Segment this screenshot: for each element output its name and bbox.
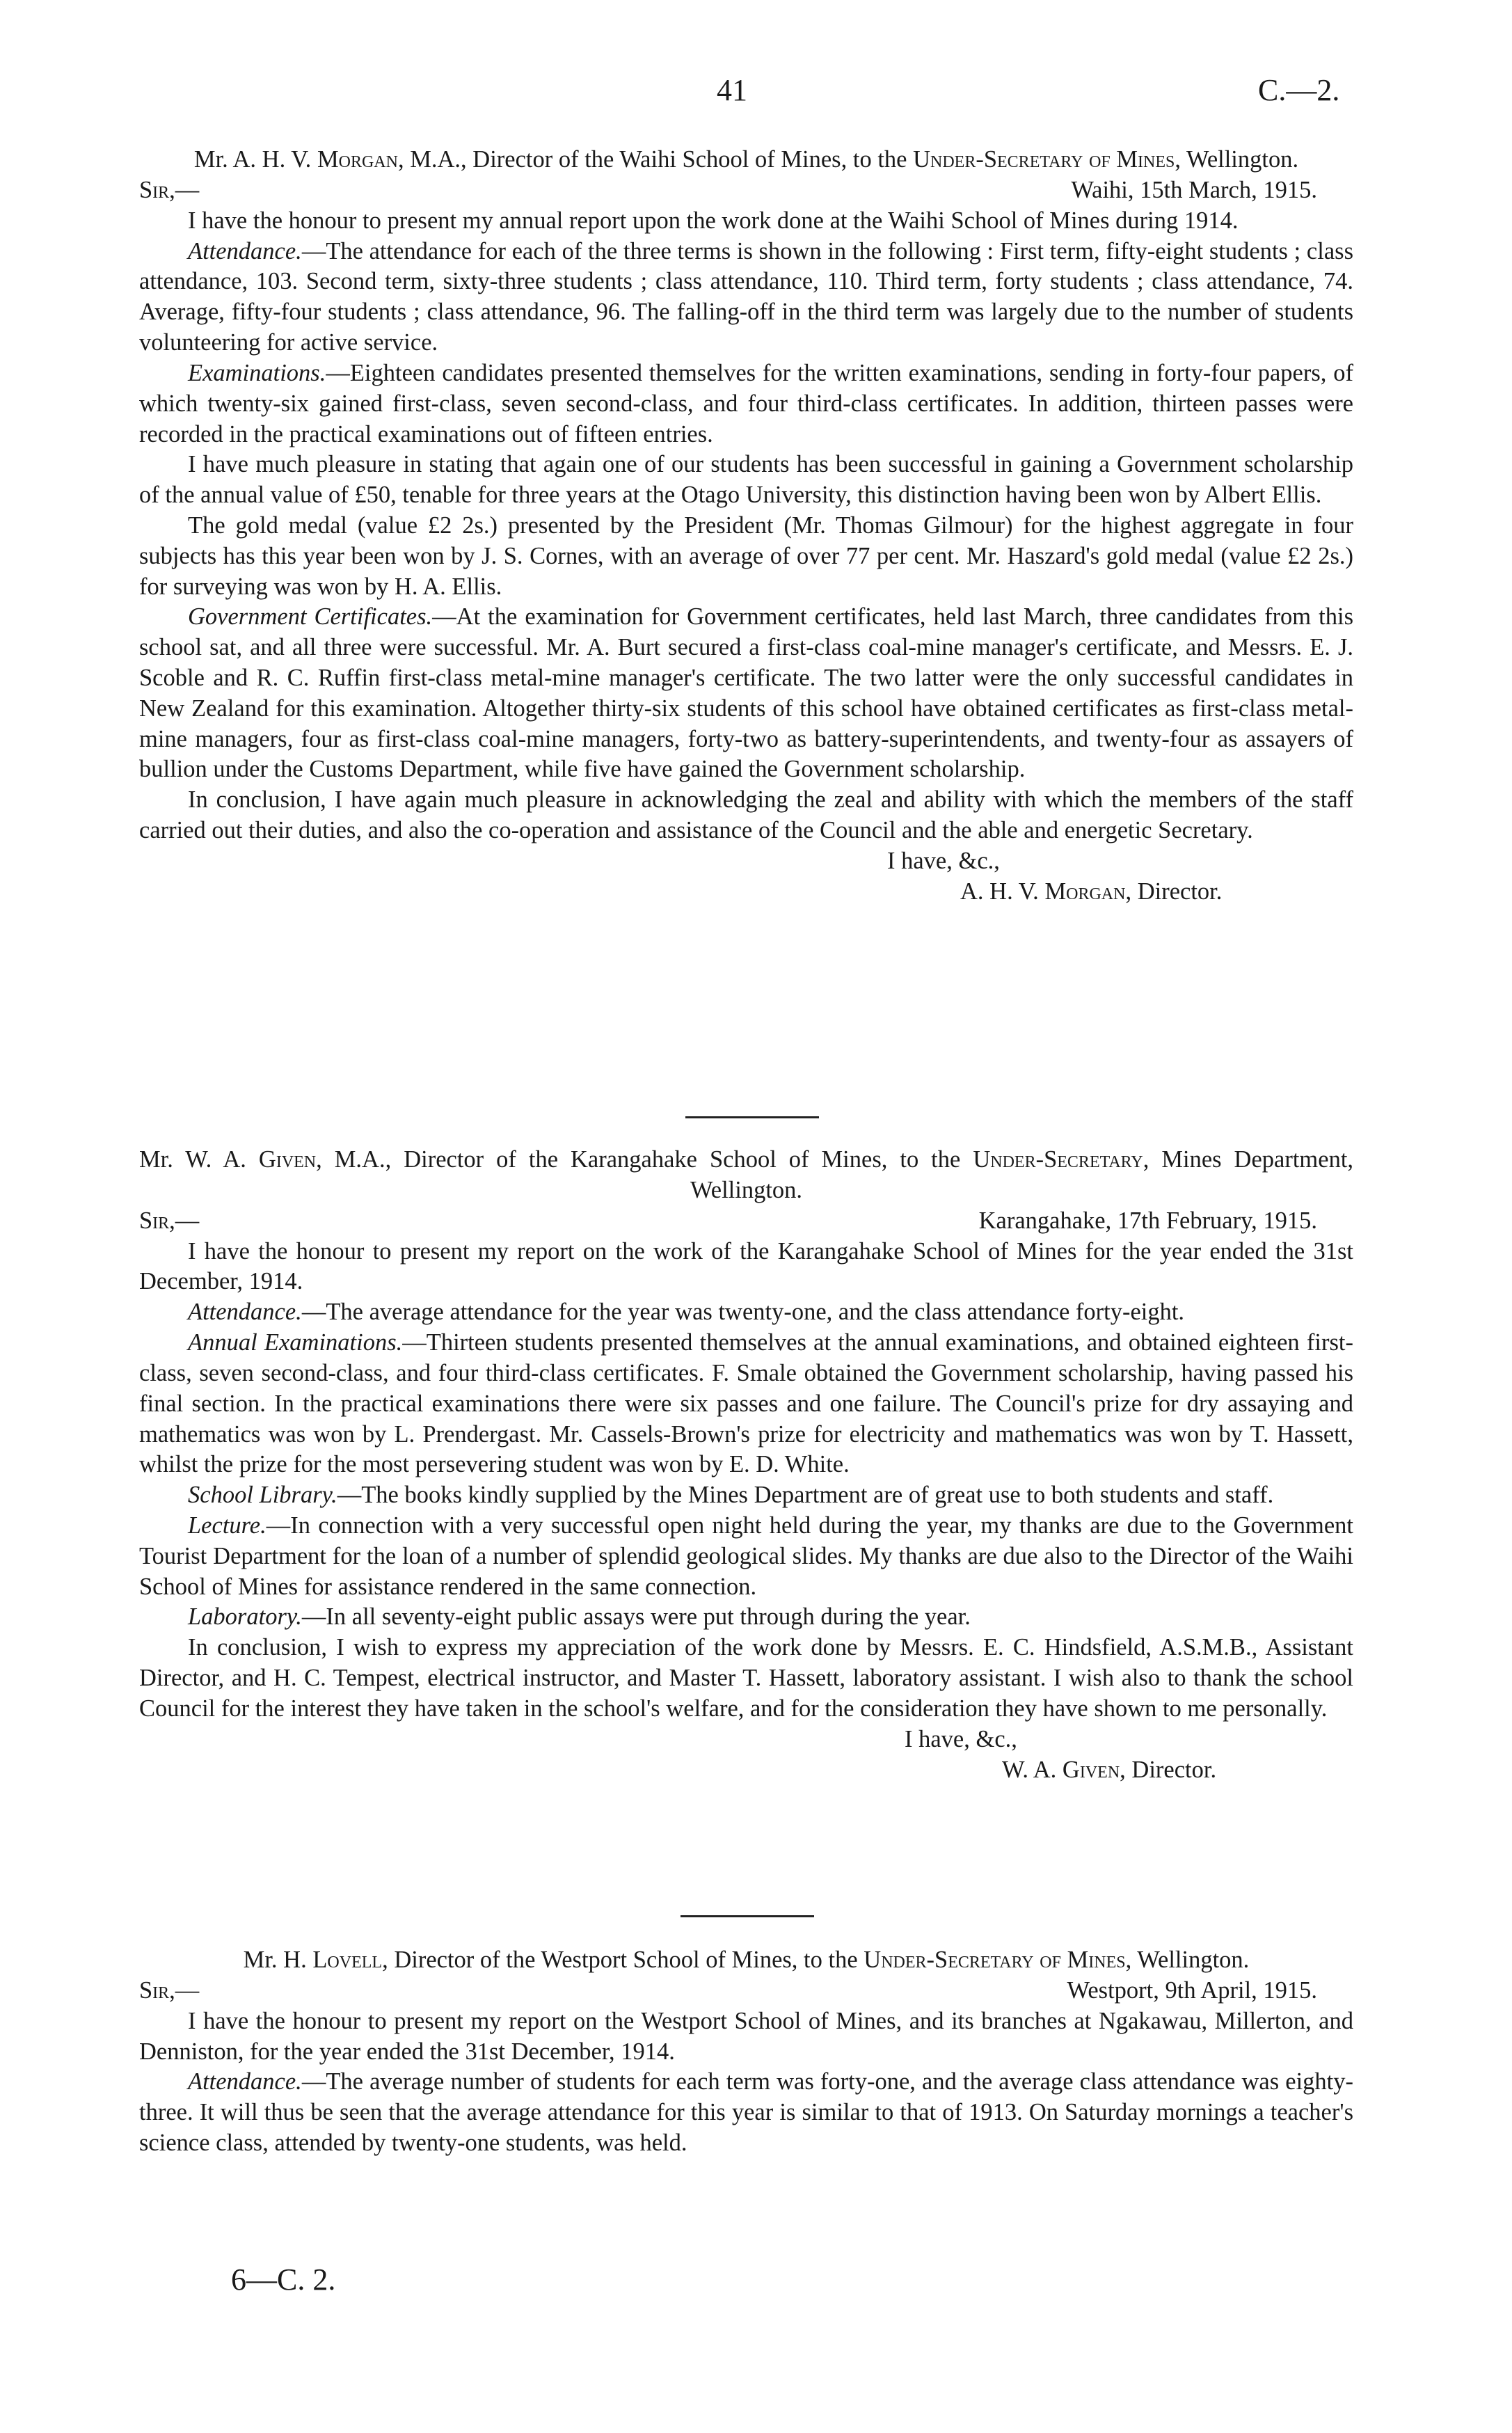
paragraph: [139, 1328, 1353, 1480]
closing: I have, &c.,: [887, 847, 1000, 874]
salutation-row: [139, 175, 1353, 206]
addr-prefix: Mr. A. H. V.: [193, 146, 312, 173]
closing: I have, &c.,: [905, 1725, 1017, 1752]
paragraph-heading: Annual Examinations.: [188, 1329, 403, 1356]
addr-end: , Wellington.: [1125, 1947, 1250, 1973]
paragraph-heading: Lecture.: [188, 1512, 266, 1539]
letter-karangahake: [139, 1145, 1353, 1787]
signature: [1002, 1755, 1216, 1786]
salutation: Sir,—: [139, 176, 200, 203]
addr-mid: , M.A., Director of the Waihi School of Mines, to the: [397, 146, 907, 173]
paragraph: [139, 511, 1353, 602]
sig-title: , Director.: [1120, 1756, 1217, 1783]
signature-code: 6—C. 2.: [231, 2262, 336, 2297]
letter-address: [139, 145, 1353, 175]
addr-to: Under-Secretary: [973, 1146, 1143, 1173]
sig-name: Given: [1062, 1756, 1120, 1783]
addr-prefix: Mr. W. A.: [139, 1146, 246, 1173]
paragraph-heading: Examinations.: [188, 359, 326, 386]
addr-prefix: Mr. H.: [243, 1947, 307, 1973]
signature: [960, 877, 1222, 908]
paragraph: [139, 1602, 1353, 1633]
signature-block: [139, 1725, 1353, 1787]
paragraph-heading: Laboratory.: [188, 1603, 302, 1631]
paragraph: [139, 1511, 1353, 1602]
addr-to: Under-Secretary of Mines: [913, 146, 1175, 173]
letter-waihi: [139, 145, 1353, 909]
addr-end: , Wellington.: [1175, 146, 1299, 173]
paragraph-heading: School Library.: [188, 1482, 337, 1509]
paragraph: [139, 358, 1353, 450]
paragraph-text: In conclusion, I have again much pleasure in acknowledging the zeal and ability with which the members of the staff carried out their duties, and also the co-operation and assistance of the Council and the able and energetic Secretary.: [139, 786, 1353, 844]
addr-mid: , M.A., Director of the Karangahake School of Mines, to the: [316, 1146, 961, 1173]
letter-address: [139, 1945, 1353, 1976]
dateline: Waihi, 15th March, 1915.: [1071, 176, 1317, 203]
paragraph-text: —The attendance for each of the three terms is shown in the following : First term, fifty-eight students ; class attendance, 103. Second term, sixty-three students ; class attendance, 110. Third term, forty students ; class attendance, 74. Average, fifty-four students ; class attendance, 96. The falling-off in the third term was largely due to the number of students volunteering for active service.: [139, 237, 1353, 356]
paragraph: [139, 237, 1353, 358]
salutation: Sir,—: [139, 1976, 200, 2004]
paragraph: [139, 2067, 1353, 2158]
paragraph: [139, 1633, 1353, 1724]
paragraph: [139, 206, 1353, 237]
paragraph-text: —At the examination for Government certificates, held last March, three candidates from this school sat, and all three were successful. Mr. A. Burt secured a first-class coal-mine manager's certificate, and Messrs. E. J. Scoble and R. C. Ruffin first-class metal-mine manager's certificate. The two latter were the only successful candidates in New Zealand for this examination. Altogether thirty-six students of this school have obtained certificates as first-class metal-mine managers, four as first-class coal-mine managers, forty-two as battery-superintendents, and twenty-four as assayers of bullion under the Customs Department, while five have gained the Government scholarship.: [139, 603, 1354, 783]
paragraph-text: —In connection with a very successful open night held during the year, my thanks are due to the Government Tourist Department for the loan of a number of splendid geological slides. My thanks are due also to the Director of the Waihi School of Mines for assistance rendered in the same connection.: [139, 1512, 1353, 1600]
paragraph: [139, 1237, 1353, 1298]
salutation-row: [139, 1206, 1353, 1237]
sig-title: , Director.: [1125, 878, 1223, 905]
dateline: Karangahake, 17th February, 1915.: [978, 1207, 1317, 1234]
addr-mid: , Director of the Westport School of Mines, to the: [382, 1947, 858, 1973]
paragraph: [139, 602, 1353, 785]
paragraph-heading: Attendance.: [188, 2068, 302, 2095]
addr-to: Under-Secretary of Mines: [864, 1947, 1126, 1973]
letter-address: [139, 1145, 1353, 1206]
paragraph-text: —Thirteen students presented themselves at the annual examinations, and obtained eighteen first-class, seven second-class, and four third-class certificates. F. Smale obtained the Government scholarship, having passed his final section. In the practical examinations there were six passes and one failure. The Council's prize for dry assaying and mathematics was won by L. Prendergast. Mr. Cassels-Brown's prize for electricity and mathematics was won by T. Hassett, whilst the prize for the most persevering student was won by E. D. White.: [139, 1329, 1353, 1478]
paragraph-text: I have much pleasure in stating that again one of our students has been successful in gaining a Government scholarship of the annual value of £50, tenable for three years at the Otago University, this distinction having been won by Albert Ellis.: [139, 451, 1353, 509]
sig-name: Morgan: [1044, 878, 1126, 905]
paragraph-text: —The average number of students for each term was forty-one, and the average class attendance was eighty-three. It will thus be seen that the average attendance for this year is similar to that of 1913. On Saturday mornings a teacher's science class, attended by twenty-one students, was held.: [139, 2068, 1353, 2157]
section-divider: [681, 1915, 814, 1917]
addr-name: Lovell: [312, 1947, 383, 1973]
paragraph: [139, 1297, 1353, 1328]
paragraph: [139, 450, 1353, 511]
salutation: Sir,—: [139, 1207, 200, 1234]
paragraph-text: I have the honour to present my annual report upon the work done at the Waihi School of Mines during 1914.: [188, 207, 1239, 234]
salutation-row: [139, 1976, 1353, 2006]
paragraph-heading: Government Certificates.: [188, 603, 433, 631]
paragraph: [139, 1480, 1353, 1511]
paragraph-text: —In all seventy-eight public assays were put through during the year.: [301, 1603, 971, 1631]
paragraph-text: I have the honour to present my report on the work of the Karangahake School of Mines for the year ended the 31st December, 1914.: [139, 1237, 1353, 1295]
paragraph-heading: Attendance.: [188, 1299, 302, 1326]
paragraph-heading: Attendance.: [188, 237, 302, 264]
paragraph-text: —The books kindly supplied by the Mines Department are of great use to both students and staff.: [337, 1482, 1274, 1509]
sig-initials: W. A.: [1002, 1756, 1057, 1783]
document-code: C.—2.: [1258, 73, 1340, 107]
paragraph-text: The gold medal (value £2 2s.) presented by the President (Mr. Thomas Gilmour) for the highest aggregate in four subjects has this year been won by J. S. Cornes, with an average of over 77 per cent. Mr. Haszard's gold medal (value £2 2s.) for surveying was won by H. A. Ellis.: [139, 512, 1353, 600]
addr-name: Given: [258, 1146, 317, 1173]
paragraph: [139, 785, 1353, 846]
addr-end: , Mines Department, Wellington.: [690, 1146, 1354, 1203]
letter-westport: [139, 1945, 1353, 2159]
paragraph-text: In conclusion, I wish to express my appreciation of the work done by Messrs. E. C. Hindsfield, A.S.M.B., Assistant Director, and H. C. Tempest, electrical instructor, and Master T. Hassett, laboratory assistant. I wish also to thank the school Council for the interest they have taken in the school's welfare, and for the consideration they have shown to me personally.: [139, 1634, 1353, 1722]
paragraph-text: —The average attendance for the year was twenty-one, and the class attendance forty-eight.: [301, 1299, 1185, 1326]
signature-block: [139, 846, 1353, 909]
paragraph: [139, 2006, 1353, 2068]
dateline: Westport, 9th April, 1915.: [1067, 1976, 1317, 2004]
section-divider: [685, 1116, 819, 1118]
paragraph-text: I have the honour to present my report on the Westport School of Mines, and its branches at Ngakawau, Millerton, and Denniston, for the year ended the 31st December, 1914.: [139, 2007, 1353, 2065]
sig-initials: A. H. V.: [960, 878, 1039, 905]
addr-name: Morgan: [317, 146, 398, 173]
paragraph-text: —Eighteen candidates presented themselves for the written examinations, sending in forty-four papers, of which twenty-six gained first-class, seven second-class, and four third-class certificates. In addition, thirteen passes were recorded in the practical examinations out of fifteen entries.: [139, 359, 1353, 447]
page-number: 41: [717, 73, 747, 107]
